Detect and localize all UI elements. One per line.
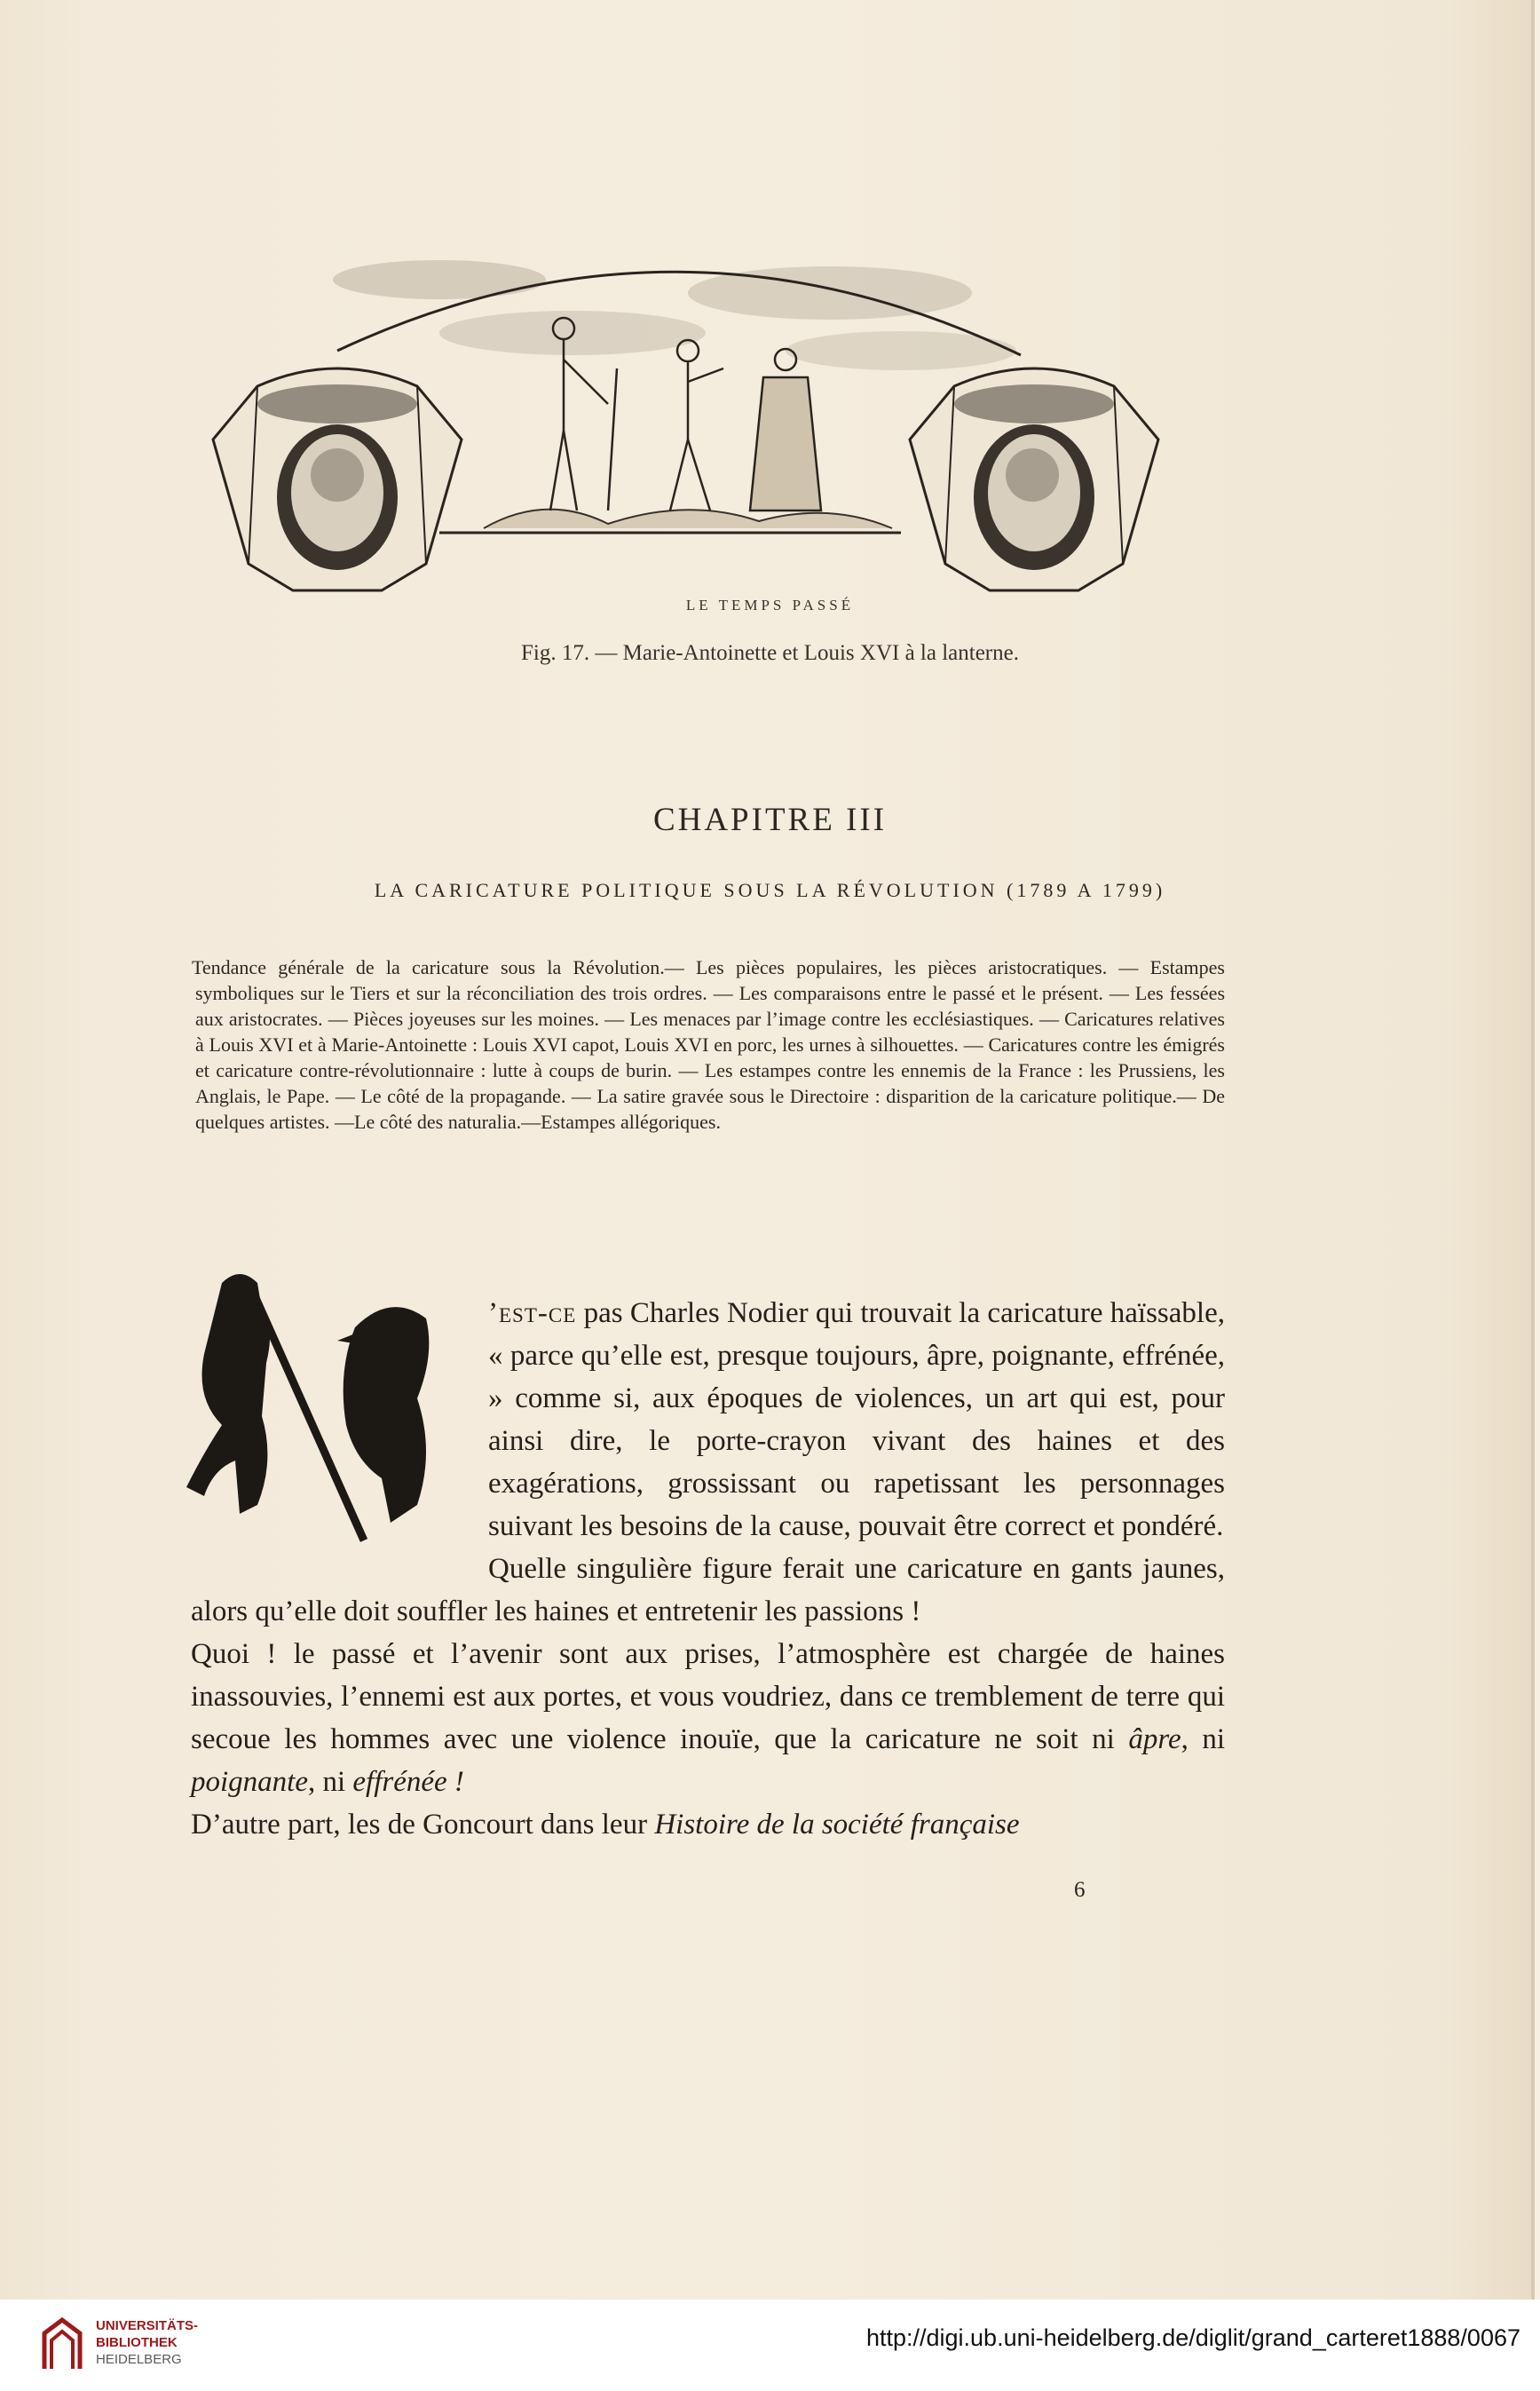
chapter-summary: Tendance générale de la caricature sous la Révolution.— Les pièces populaires, les pièces aristocratiques. — Estampes symboliques sur le Tiers et sur la réconciliation des trois ordres. — Les comparaisons entre le passé et le présent. — Les fessées aux aristocrates. — Pièces joyeuses sur les moines. — Les menaces par l’image contre les ecclésiastiques. — Caricatures relatives à Louis XVI et à Marie-Antoinette : Louis XVI capot, Louis XVI en porc, les urnes à silhouettes. — Caricatures contre les émigrés et caricature contre-révolutionnaire : lutte à coups de burin. — Les estampes contre les ennemis de la France : les Prussiens, les Anglais, le Pape. — Le côté de la propagande. — La satire gravée sous le Directoire : disparition de la caricature politique.— De quelques artistes. —Le côté des naturalia.—Estampes allégoriques.: [192, 956, 1225, 1133]
book-title: Histoire de la société française: [654, 1809, 1020, 1841]
dropcap-c-illustration: [178, 1256, 470, 1549]
word-effrenee: effrénée !: [352, 1766, 464, 1798]
figure-label: LE TEMPS PASSÉ: [685, 597, 855, 614]
institution-name: [96, 2317, 198, 2368]
chapter-title: CHAPITRE III: [652, 802, 888, 838]
figure-caption: Fig. 17. — Marie-Antoinette et Louis XVI à la lanterne.: [521, 641, 1019, 665]
library-logo-icon: [36, 2316, 89, 2374]
paragraph-4-text: D’autre part, les de Goncourt dans leur: [191, 1809, 655, 1841]
institution-line-3: HEIDELBERG: [96, 2352, 182, 2367]
separator-1: , ni: [1181, 1723, 1226, 1755]
paragraph-3: [191, 1633, 1225, 1803]
word-poignante: poignante: [191, 1766, 308, 1798]
paragraph-1-text: pas Charles Nodier qui trouvait la caricature haïssable, « parce qu’elle est, presque toujours, âpre, poignante, effrénée, » comme si, aux époques de violences, un art qui est, pour ainsi dire, le porte-crayon vivant des haines et des exagérations, grossissant ou rapetissant les personnages suivant les besoins de la cause, pouvait être correct et pondéré.: [488, 1297, 1225, 1542]
body-text: [191, 1292, 1225, 1846]
source-url-link[interactable]: http://digi.ub.uni-heidelberg.de/diglit/grand_carteret1888/0067: [865, 2324, 1520, 2351]
lantern-illustration: [191, 226, 1167, 599]
paragraph-4: [191, 1803, 1225, 1846]
separator-2: , ni: [307, 1766, 353, 1798]
word-apre: âpre: [1128, 1723, 1181, 1755]
paragraph-1-opening: ’est-ce: [488, 1297, 577, 1329]
page-number: 6: [1074, 1878, 1086, 1902]
paragraph-3-text: Quoi ! le passé et l’avenir sont aux prises, l’atmosphère est chargée de haines inassouvies, l’ennemi est aux portes, et vous voudriez, dans ce tremblement de terre qui secoue les hommes avec une violence inouïe, que la caricature ne soit ni: [191, 1638, 1225, 1755]
chapter-subtitle: LA CARICATURE POLITIQUE SOUS LA RÉVOLUTION (1789 A 1799): [374, 879, 1166, 901]
institution-line-1: UNIVERSITÄTS-: [96, 2318, 199, 2333]
paragraph-2: Quelle singulière figure ferait une caricature en gants jaunes, alors qu’elle doit souffler les haines et entretenir les passions !: [191, 1553, 1225, 1627]
institution-line-2: BIBLIOTHEK: [96, 2335, 178, 2350]
